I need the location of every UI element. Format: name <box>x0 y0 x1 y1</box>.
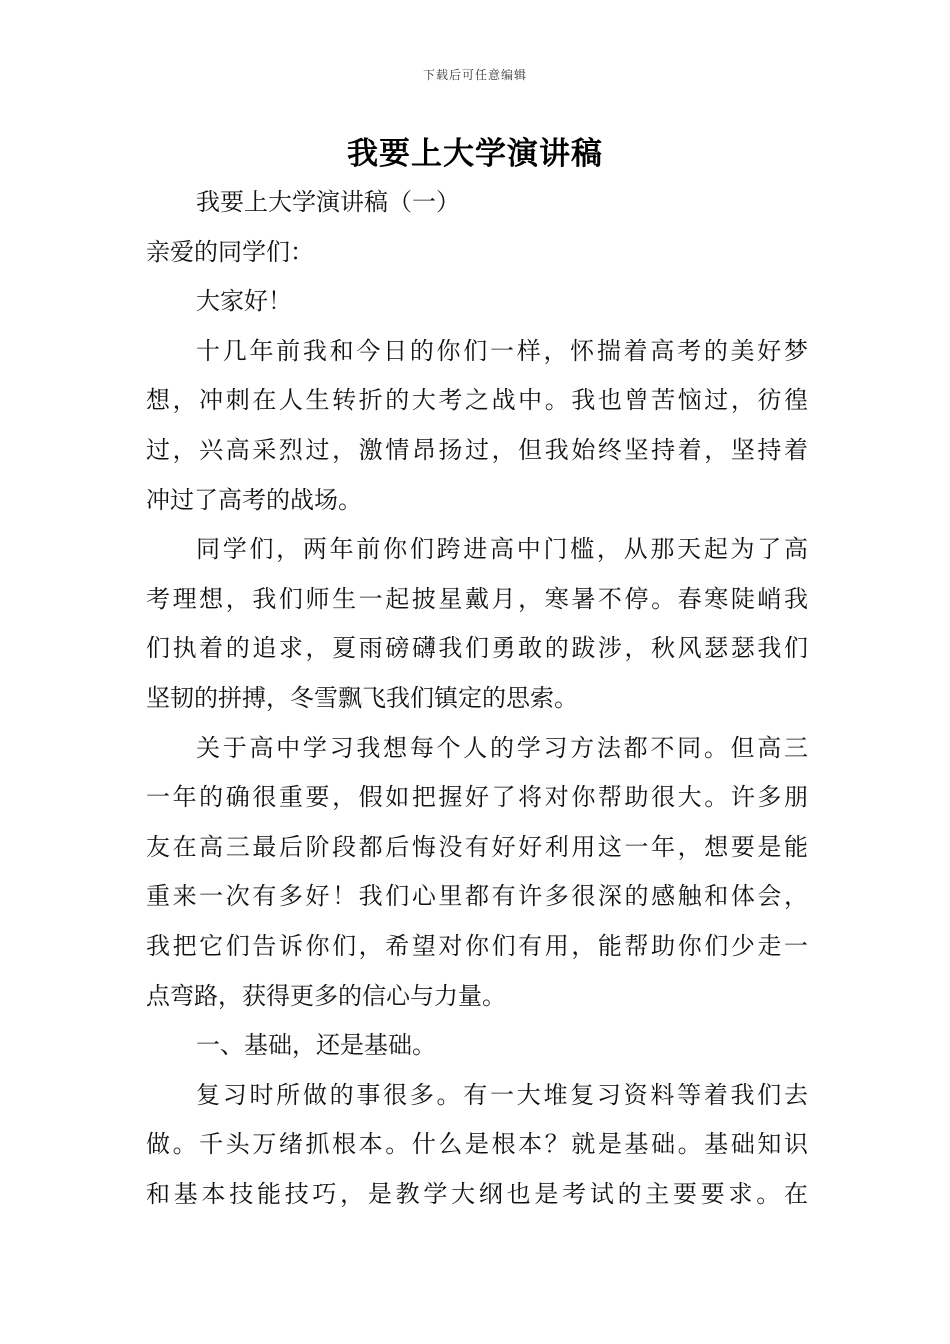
text-line: 同学们，两年前你们跨进高中门槛，从那天起为了高 <box>196 535 808 564</box>
text-line: 考理想，我们师生一起披星戴月，寒暑不停。春寒陡峭我 <box>146 584 808 613</box>
text-line: 一年的确很重要，假如把握好了将对你帮助很大。许多朋 <box>146 783 808 812</box>
document-body <box>146 178 808 1219</box>
text-line: 和基本技能技巧，是教学大纲也是考试的主要要求。在 <box>146 1179 808 1208</box>
text-line: 点弯路，获得更多的信心与力量。 <box>146 981 506 1010</box>
text-line: 亲爱的同学们： <box>146 237 314 266</box>
text-line: 重来一次有多好！我们心里都有许多很深的感触和体会， <box>146 882 808 911</box>
text-line: 想，冲刺在人生转折的大考之战中。我也曾苦恼过，彷徨 <box>146 386 808 415</box>
text-line: 十几年前我和今日的你们一样，怀揣着高考的美好梦 <box>196 336 808 365</box>
text-line: 复习时所做的事很多。有一大堆复习资料等着我们去 <box>196 1080 808 1109</box>
text-line: 大家好！ <box>196 287 292 316</box>
text-line: 友在高三最后阶段都后悔没有好好利用这一年，想要是能 <box>146 832 808 861</box>
text-line: 一、基础，还是基础。 <box>196 1031 436 1060</box>
text-line: 坚韧的拼搏，冬雪飘飞我们镇定的思索。 <box>146 683 578 712</box>
text-line: 过，兴高采烈过，激情昂扬过，但我始终坚持着，坚持着 <box>146 435 808 464</box>
text-line: 我把它们告诉你们，希望对你们有用，能帮助你们少走一 <box>146 931 808 960</box>
text-line: 们执着的追求，夏雨磅礴我们勇敢的跋涉，秋风瑟瑟我们 <box>146 634 808 663</box>
text-line: 我要上大学演讲稿（一） <box>196 188 460 216</box>
document-title: 我要上大学演讲稿 <box>347 136 603 172</box>
text-line: 冲过了高考的战场。 <box>146 485 362 514</box>
header-note: 下载后可任意编辑 <box>422 68 527 82</box>
text-line: 做。千头万绪抓根本。什么是根本？就是基础。基础知识 <box>146 1130 808 1159</box>
text-line: 关于高中学习我想每个人的学习方法都不同。但高三 <box>196 733 808 762</box>
